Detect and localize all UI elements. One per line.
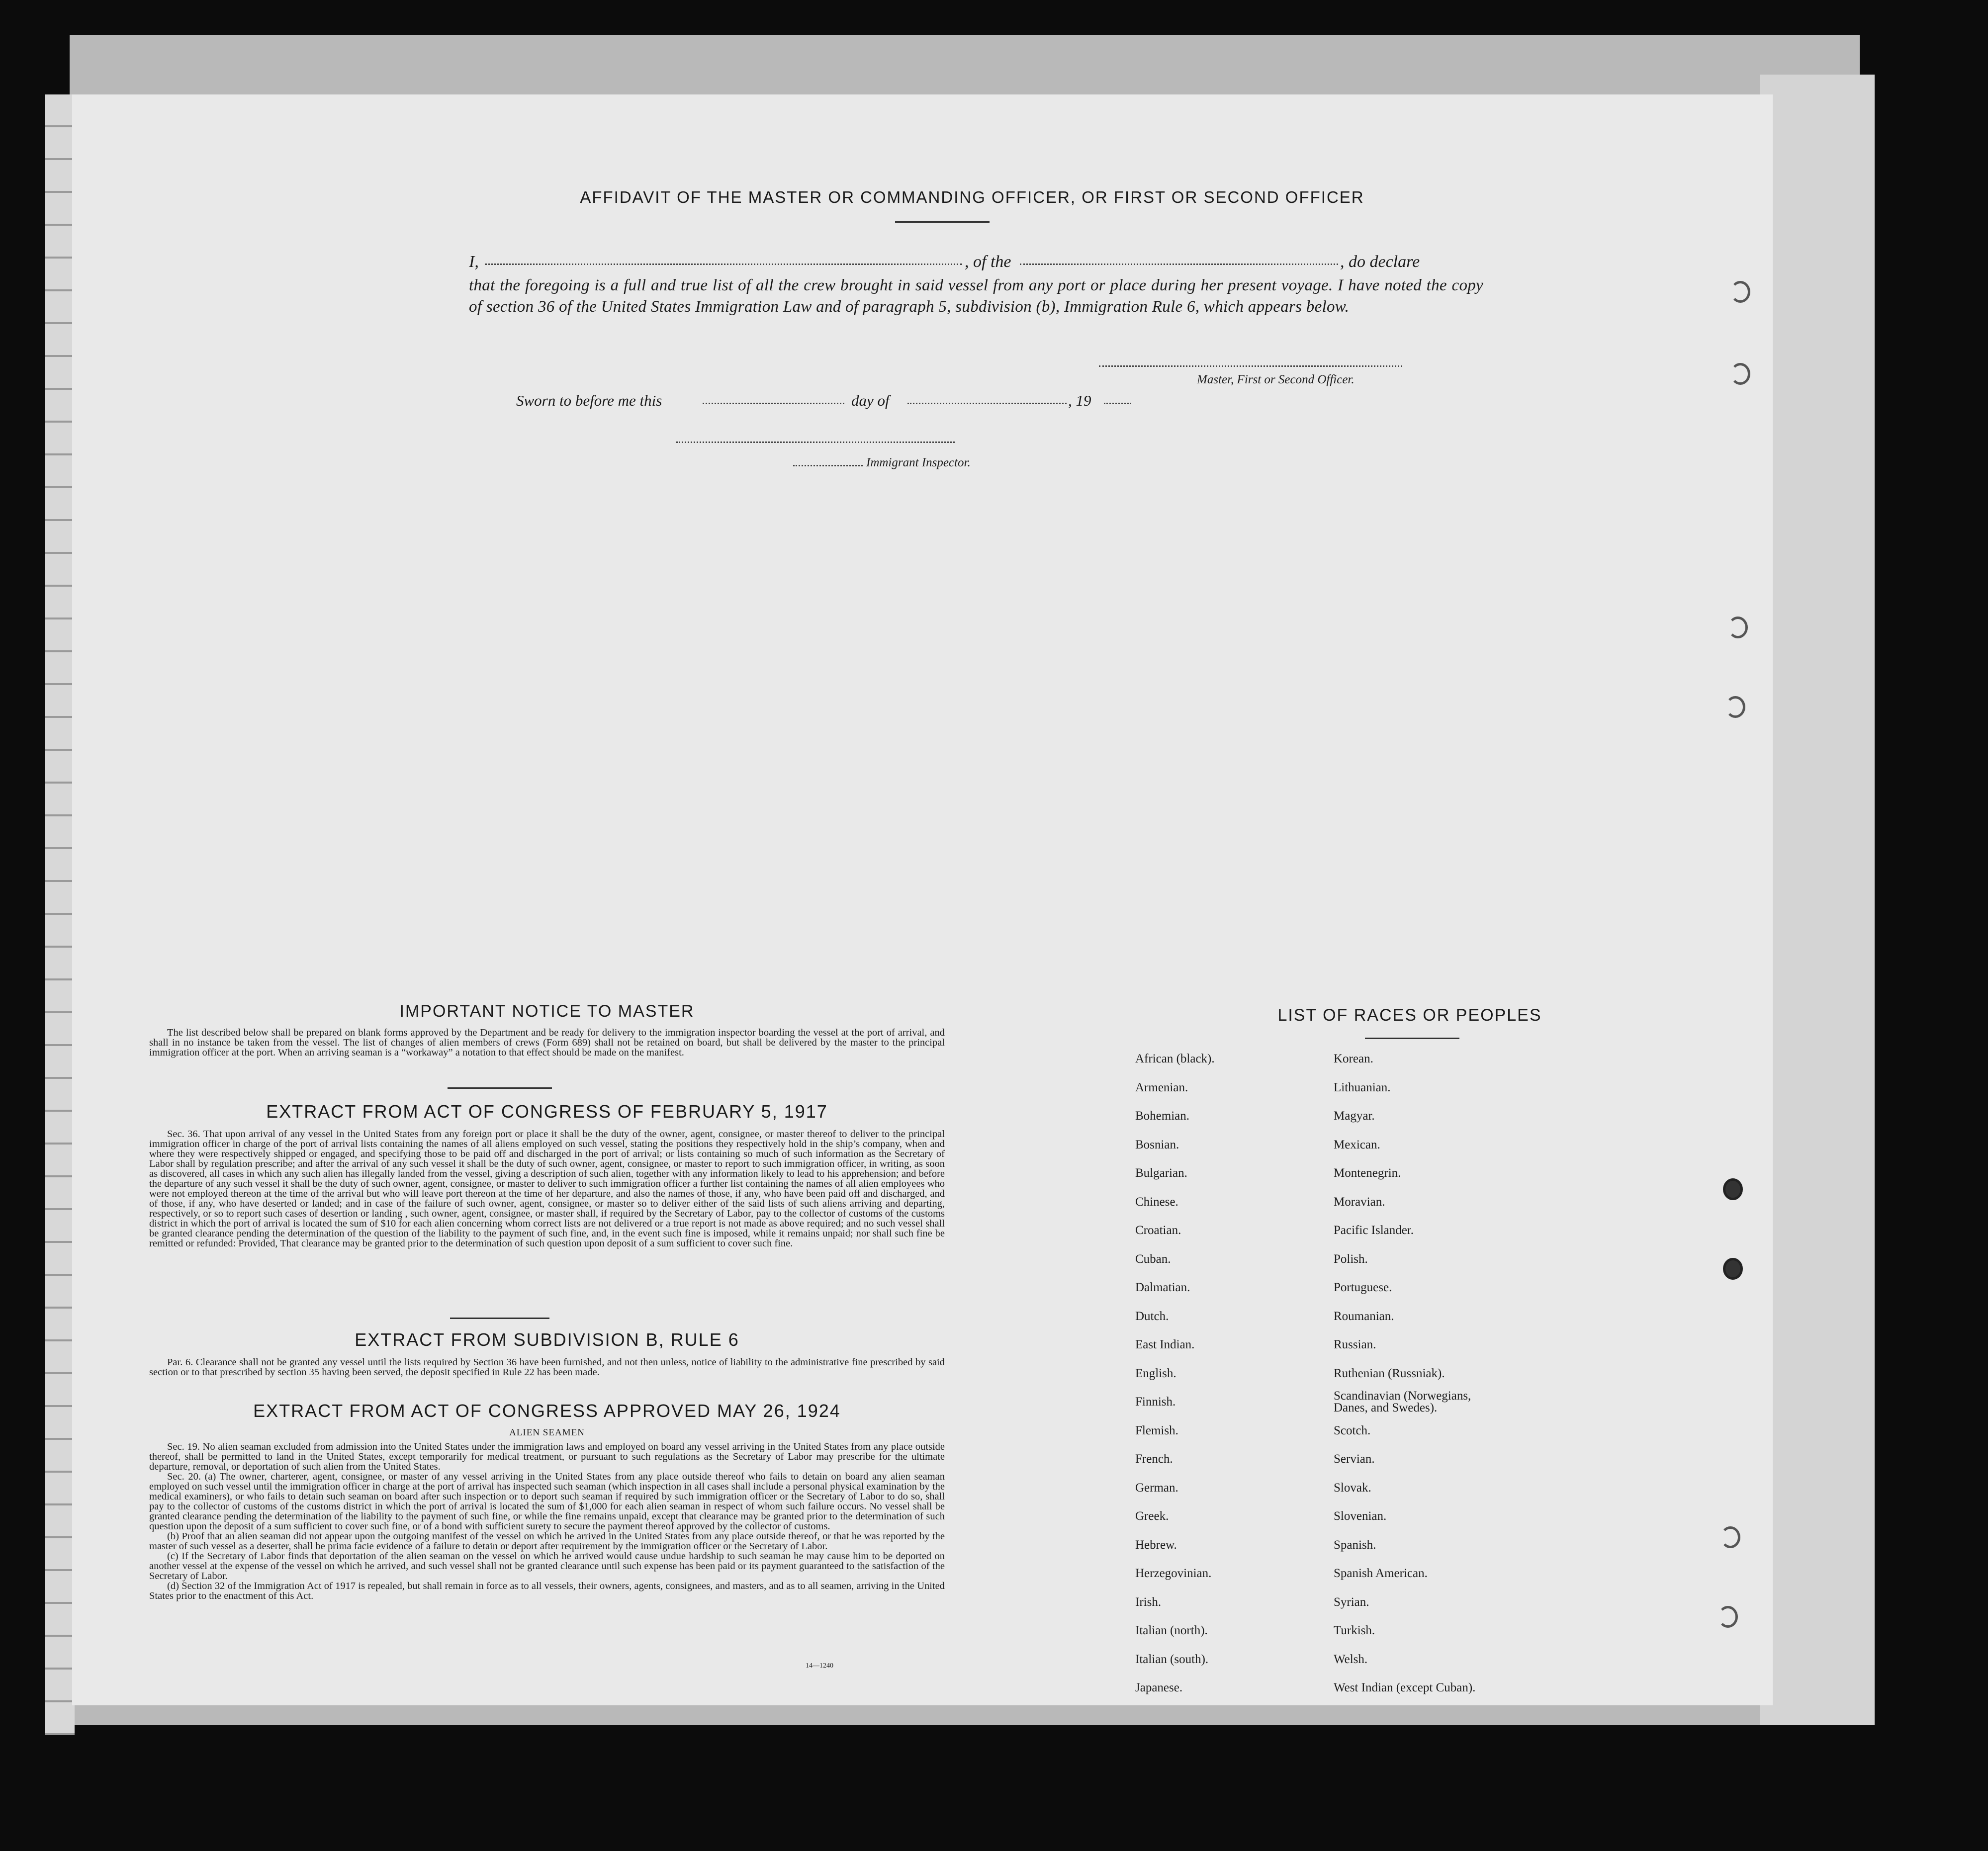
year-label: , 19 [1068,392,1091,409]
sec-19-paragraph: Sec. 19. No alien seaman excluded from admission into the United States under the immigration laws and employed on board any vessel arriving in the United States from any place outside thereof, shall be permitted to land in the United States, except temporarily for medical treatment, or pursuant to such regulations as the Secretary of Labor may prescribe for the ultimate departure, removal, or deportation of such alien from the United States. [149,1441,945,1472]
form-number: 14—1240 [806,1662,833,1670]
inspector-label: Immigrant Inspector. [866,456,971,469]
extract-1924-title: EXTRACT FROM ACT OF CONGRESS APPROVED MAY 26, 1924 [253,1401,841,1421]
name-blank [485,264,962,265]
affidavit-do-declare-label: , do declare [1340,253,1420,271]
divider [1365,1038,1459,1039]
day-of-label: day of [851,392,890,409]
affidavit-of-the-label: , of the [965,253,1011,271]
day-blank [703,403,844,404]
race-item: Armenian. [1135,1080,1188,1094]
race-item: Dalmatian. [1135,1281,1190,1294]
side-sheet [1760,75,1875,1725]
race-item: Ruthenian (Russniak). [1334,1366,1445,1380]
sec-20a-paragraph: Sec. 20. (a) The owner, charterer, agent, consignee, or master of any vessel arriving in the United States from any place outside thereof who fails to detain on board any alien seaman employed on such vessel until the immigration officer in charge at the port of arrival has inspected such seaman (which inspection in all cases shall include a personal physical examination by the medical examiners), or who fails to detain such seaman on board after such inspection or to deport such seaman if required by such immigration officer or the Secretary of Labor to do so, shall pay to the collector of customs of the customs district in which the port of arrival is located the sum of $1,000 for each alien seaman in respect of whom such failure occurs. No vessel shall be granted clearance pending the determination of the liability to the payment of such fine, or while the fine remains unpaid, except that clearance may be granted prior to the determination of such question upon the deposit of a sum sufficient to cover such fine, or of a bond with sufficient surety to secure the payment thereof approved by the collector of customs. [149,1471,945,1532]
left-sheet-edge [45,94,75,1735]
extract-rule6-text [149,1357,945,1377]
race-item: Greek. [1135,1509,1169,1523]
race-item: Croatian. [1135,1224,1181,1237]
race-item: Chinese. [1135,1195,1178,1209]
alien-seamen-subtitle: ALIEN SEAMEN [509,1427,585,1438]
vessel-blank [1020,264,1338,265]
race-item: Portuguese. [1334,1281,1392,1294]
race-item: Russian. [1334,1338,1376,1351]
sec-20b-paragraph: (b) Proof that an alien seaman did not appear upon the outgoing manifest of the vessel on which he arrived in the United States from any place outside thereof, or that he was reported by the master of such vessel as a deserter, shall be prima facie evidence of a failure to detain or deport after requirement by the immigration officer or the Secretary of Labor. [149,1531,945,1552]
race-item: Bosnian. [1135,1138,1179,1151]
race-item: Hebrew. [1135,1538,1177,1552]
race-item: West Indian (except Cuban). [1334,1681,1476,1694]
notice-text [149,1028,945,1058]
extract-rule6-title: EXTRACT FROM SUBDIVISION B, RULE 6 [355,1329,739,1350]
race-item: Montenegrin. [1334,1166,1401,1180]
race-item: French. [1135,1452,1173,1466]
signature-label: Master, First or Second Officer. [1197,373,1355,386]
race-item: Polish. [1334,1252,1368,1266]
race-item: East Indian. [1135,1338,1195,1351]
race-item: Slovenian. [1334,1509,1387,1523]
race-item: Irish. [1135,1595,1162,1609]
binder-hole-icon [1728,617,1748,638]
race-item: Scotch. [1334,1423,1371,1437]
divider [450,1318,549,1319]
inspector-prefix-blank [793,465,863,466]
affidavit-statement: that the foregoing is a full and true list of all the crew brought in said vessel from any port or place during her present voyage. I have noted the copy of section 36 of the United States Immigration Law and of paragraph 5, subdivision (b), Immigration Rule 6, which appears below. [469,276,1483,316]
race-item: Korean. [1334,1052,1373,1065]
races-title: LIST OF RACES OR PEOPLES [1277,1006,1542,1025]
form-page [72,94,1773,1705]
binder-hole-icon [1730,281,1750,303]
inspector-signature-blank [676,441,955,443]
race-item: Italian (south). [1135,1652,1209,1666]
notice-title: IMPORTANT NOTICE TO MASTER [399,1002,695,1021]
sec-20d-paragraph: (d) Section 32 of the Immigration Act of 1917 is repealed, but shall remain in force as to all vessels, their owners, agents, consignees, and masters, and as to all seamen, arriving in the United States prior to the enactment of this Act. [149,1581,945,1601]
race-item: German. [1135,1481,1178,1495]
extract-1917-title: EXTRACT FROM ACT OF CONGRESS OF FEBRUARY 5, 1917 [266,1101,828,1122]
sec-20c-paragraph: (c) If the Secretary of Labor finds that deportation of the alien seaman on the vessel on which he arrived would cause undue hardship to such seaman he may cause him to be deported on another vessel at the expense of the vessel on which he arrived, and such vessel shall not be granted clearance until such expense has been paid or its payment guaranteed to the satisfaction of the Secretary of Labor. [149,1551,945,1582]
month-blank [907,403,1067,404]
extract-1924-text [149,1442,945,1601]
race-item: Scandinavian (Norwegians, Danes, and Swedes). [1334,1389,1471,1414]
race-item: Servian. [1334,1452,1375,1466]
binder-hole-icon [1718,1606,1738,1628]
race-item: Turkish. [1334,1624,1375,1637]
binder-hole-icon [1725,696,1745,718]
race-item: Roumanian. [1334,1309,1394,1323]
race-item: English. [1135,1366,1176,1380]
race-item: Finnish. [1135,1395,1176,1409]
race-item: Cuban. [1135,1252,1171,1266]
race-item: Spanish. [1334,1538,1376,1552]
race-item: Pacific Islander. [1334,1224,1414,1237]
divider [895,221,990,223]
race-item: Italian (north). [1135,1624,1208,1637]
binder-hole-icon [1730,363,1750,385]
notice-paragraph: The list described below shall be prepared on blank forms approved by the Department and be ready for delivery to the immigration inspector boarding the vessel at the port of arrival, and shall in no instance be taken from the vessel. The list of changes of alien members of crews (Form 689) shall not be retained on board, but shall be delivered by the master to the principal immigration officer at the port. When an arriving seaman is a “workaway” a notation to that effect should be made on the manifest. [149,1027,945,1058]
race-item: Dutch. [1135,1309,1169,1323]
divider [448,1087,552,1089]
signature-blank [1099,365,1402,367]
race-item: Lithuanian. [1334,1080,1391,1094]
race-item: Bohemian. [1135,1109,1190,1123]
race-item: African (black). [1135,1052,1215,1065]
race-item: Syrian. [1334,1595,1369,1609]
race-item: Bulgarian. [1135,1166,1187,1180]
sworn-label: Sworn to before me this [516,392,662,409]
binder-hole-icon [1720,1526,1740,1548]
race-item: Spanish American. [1334,1567,1428,1580]
race-item: Mexican. [1334,1138,1380,1151]
par-6-paragraph: Par. 6. Clearance shall not be granted any vessel until the lists required by Section 36 have been furnished, and not then unless, notice of liability to the administrative fine prescribed by said section or to that prescribed by section 35 having been served, the deposit specified in Rule 22 has been made. [149,1357,945,1378]
affidavit-title: AFFIDAVIT OF THE MASTER OR COMMANDING OFFICER, OR FIRST OR SECOND OFFICER [580,188,1364,206]
race-item: Japanese. [1135,1681,1183,1694]
binder-hole-icon [1723,1258,1743,1280]
binder-hole-icon [1723,1178,1743,1200]
extract-1917-text [149,1129,945,1248]
section-36-paragraph: Sec. 36. That upon arrival of any vessel in the United States from any foreign port or place it shall be the duty of the owner, agent, consignee, or master thereof to deliver to the principal immigration officer in charge of the port of arrival lists containing the names of all aliens employed on such vessel, stating the positions they respectively hold in the ship’s company, when and where they were respectively shipped or engaged, and specifying those to be paid off and discharged in the port of arrival; or lists containing so much of such information as the Secretary of Labor shall by regulation prescribe; and after the arrival of any such vessel it shall be the duty of such owner, agent, consignee, or master to report to such immigration officer, in writing, as soon as discovered, all cases in which any such alien has illegally landed from the vessel, giving a description of such alien, together with any information likely to lead to his apprehension; and before the departure of any such vessel it shall be the duty of such owner, agent, consignee, or master to deliver to such immigration officer a further list containing the names of all alien employees who were not employed thereon at the time of the arrival but who will leave port thereon at the time of her departure, and also the names of those, if any, who have been paid off and discharged, and of those, if any, who have deserted or landed; and in case of the failure of such owner, agent, consignee, or master so to deliver either of the said lists of such aliens arriving and departing, respectively, or so to report such cases of desertion or landing , such owner, agent, consignee, or master shall, if required by the Secretary of Labor, pay to the collector of customs of the customs district in which the port of arrival is located the sum of $10 for each alien concerning whom correct lists are not delivered or a true report is not made as above required; and no such vessel shall be granted clearance pending the determination of the question of the liability to the payment of such fine, and, in the event such fine is imposed, while it remains unpaid; nor shall such fine be remitted or refunded: Provided, That clearance may be granted prior to the determination of such question upon deposit of a sum sufficient to cover such fine. [149,1129,945,1249]
race-item: Moravian. [1334,1195,1385,1209]
race-item: Magyar. [1334,1109,1375,1123]
year-blank [1104,403,1131,404]
race-item: Flemish. [1135,1423,1178,1437]
race-item: Herzegovinian. [1135,1567,1212,1580]
race-item: Slovak. [1334,1481,1371,1495]
affidavit-i-label: I, [469,253,479,271]
race-item: Welsh. [1334,1652,1368,1666]
